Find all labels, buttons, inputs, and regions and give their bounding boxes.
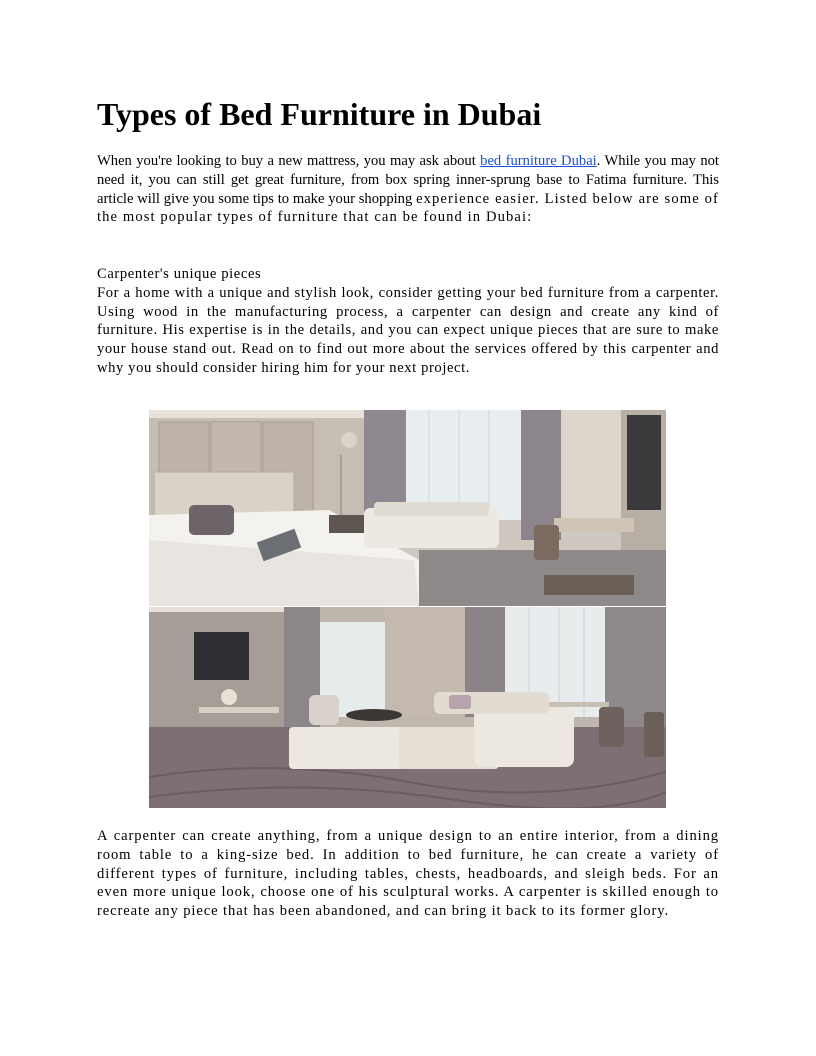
page-title: Types of Bed Furniture in Dubai [97, 96, 542, 132]
intro-text-middle: . While you may not need it, you can still get great furniture, from box spring inner-sprung base to Fatima furniture. This article will give you some tips to make your shopping [97, 153, 719, 207]
living-room-photo [149, 607, 666, 808]
intro-text-end: experience easier. Listed below are some of the most popular types of furniture that can be found in Dubai: [97, 190, 719, 226]
intro-paragraph [97, 152, 719, 227]
intro-text-start: When you're looking to buy a new mattress, you may ask about [97, 153, 481, 169]
section-heading: Carpenter's unique pieces [97, 266, 262, 282]
bedroom-photo [149, 410, 666, 606]
carpenter-section [97, 265, 719, 378]
closing-paragraph: A carpenter can create anything, from a unique design to an entire interior, from a dining room table to a king-size bed. In addition to bed furniture, he can create a variety of different types of furniture, including tables, chests, headboards, and sleigh beds. For an even more unique look, choose one of his sculptural works. A carpenter is skilled enough to recreate any piece that has been abandoned, and can bring it back to its former glory. [97, 828, 719, 920]
section-body: For a home with a unique and stylish look, consider getting your bed furniture from a carpenter. Using wood in the manufacturing process, a carpenter can design and create any kind of furniture. His expertise is in the details, and you can expect unique pieces that are sure to make your house stand out. Read on to find out more about the services offered by this carpenter and why you should consider hiring him for your next project. [97, 284, 719, 376]
bed-furniture-dubai-link[interactable]: bed furniture Dubai [480, 153, 597, 169]
